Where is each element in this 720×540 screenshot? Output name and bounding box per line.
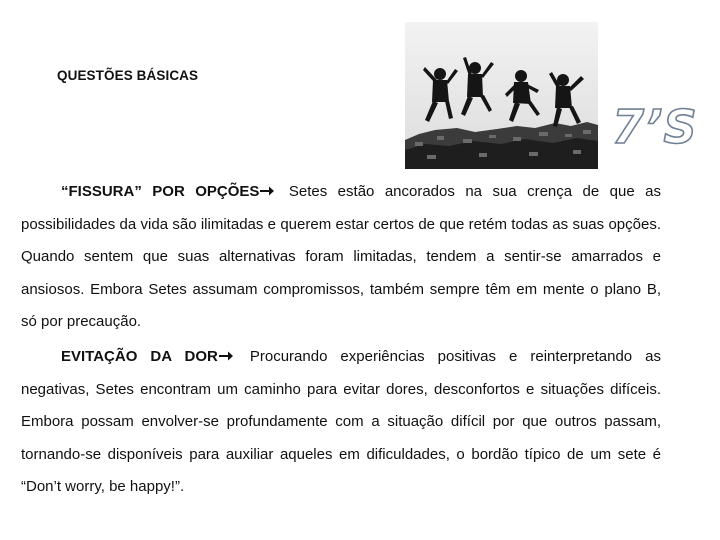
paragraph-options	[21, 176, 661, 339]
paragraph-lead: “FISSURA” POR OPÇÕES	[61, 183, 260, 200]
jumping-men-photo	[405, 22, 598, 169]
paragraph-pain-avoidance	[21, 341, 661, 504]
right-arrow-icon	[218, 350, 234, 362]
seven-badge: 7’S	[612, 100, 698, 154]
page-heading: QUESTÕES BÁSICAS	[57, 68, 199, 83]
right-arrow-icon	[259, 185, 275, 197]
paragraph-body: Setes estão ancorados na sua crença de que as possibilidades da vida são ilimitadas e querem estar certos de que retém todas as suas opções. Quando sentem que suas alternativas foram limitadas, tendem a sentir-se amarrados e ansiosos. Embora Setes assumam compromissos, também sempre têm em mente o plano B, só por precaução.	[21, 183, 661, 330]
paragraph-lead: EVITAÇÃO DA DOR	[61, 348, 218, 365]
paragraph-body: Procurando experiências positivas e reinterpretando as negativas, Setes encontram um caminho para evitar dores, desconfortos e situações difíceis. Embora possam envolver-se profundamente com a situação difícil por que outros passam, tornando-se disponíveis para auxiliar aqueles em dificuldades, o bordão típico de um sete é “Don’t worry, be happy!”.	[21, 348, 661, 495]
